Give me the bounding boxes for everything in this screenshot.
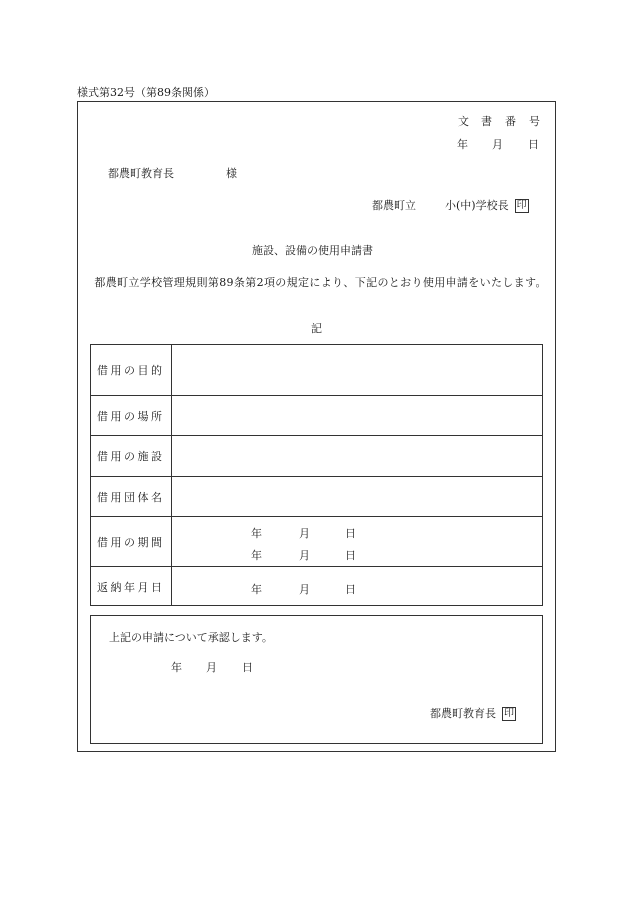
seal-mark: 印 xyxy=(516,200,527,211)
body-text: 都農町立学校管理規則第89条第2項の規定により、下記のとおり使用申請をいたします。 xyxy=(83,276,547,289)
doc-number-char: 番 xyxy=(505,115,516,128)
document-title: 施設、設備の使用申請書 xyxy=(252,244,373,257)
row-label: 借用の期間 xyxy=(91,517,172,566)
day-label: 日 xyxy=(242,661,253,674)
addressee-name: 都農町教育長 xyxy=(108,167,174,180)
month-label: 月 xyxy=(299,549,310,562)
year-label: 年 xyxy=(251,583,262,596)
year-label: 年 xyxy=(251,549,262,562)
doc-number-char: 文 xyxy=(458,115,469,128)
month-label: 月 xyxy=(299,527,310,540)
day-label: 日 xyxy=(345,583,356,596)
approval-signer xyxy=(430,705,516,721)
month-label: 月 xyxy=(299,583,310,596)
doc-number-char: 号 xyxy=(529,115,540,128)
year-label: 年 xyxy=(171,661,182,674)
form-label: 様式第32号（第89条関係） xyxy=(77,86,215,99)
sender-town: 都農町立 xyxy=(372,199,416,212)
sender-school xyxy=(445,197,529,213)
year-label: 年 xyxy=(457,138,468,151)
year-label: 年 xyxy=(251,527,262,540)
table-row xyxy=(91,516,542,566)
row-label: 借用の施設 xyxy=(91,436,172,476)
addressee-honorific: 様 xyxy=(226,167,237,180)
approval-signer-name: 都農町教育長 xyxy=(430,707,496,720)
month-label: 月 xyxy=(492,138,503,151)
month-label: 月 xyxy=(206,661,217,674)
row-label: 借用の場所 xyxy=(91,396,172,435)
day-label: 日 xyxy=(345,549,356,562)
table-row xyxy=(91,566,542,606)
day-label: 日 xyxy=(345,527,356,540)
row-label: 借用団体名 xyxy=(91,477,172,516)
table-row xyxy=(91,395,542,435)
sender-school-name: 小(中)学校長 xyxy=(445,199,509,212)
doc-number-char: 書 xyxy=(481,115,492,128)
day-label: 日 xyxy=(528,138,539,151)
table-row xyxy=(91,476,542,516)
table-row xyxy=(91,345,542,395)
row-label: 返納年月日 xyxy=(91,567,172,606)
seal-mark: 印 xyxy=(504,708,514,719)
approval-text: 上記の申請について承認します。 xyxy=(109,631,273,644)
application-table xyxy=(90,344,543,606)
table-row xyxy=(91,435,542,476)
approval-box xyxy=(90,615,543,744)
ki-heading: 記 xyxy=(311,322,322,335)
row-label: 借用の目的 xyxy=(91,345,172,395)
